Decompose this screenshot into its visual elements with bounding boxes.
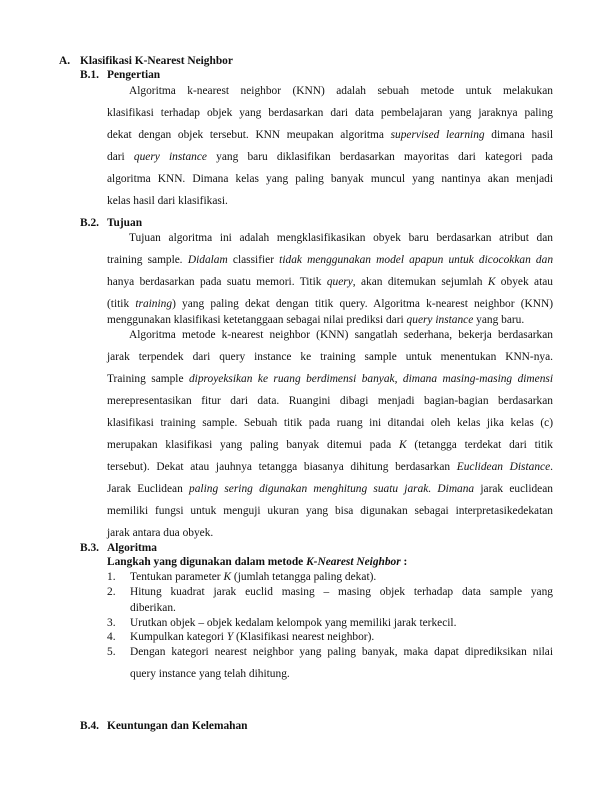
text-line [107,460,553,474]
subheading-text: Langkah yang digunakan dalam metode [107,556,307,568]
text-line [107,275,553,289]
text-run: jarak terpendek dari query instance ke training sample untuk menentukan KNN-nya. [107,351,553,363]
text-run: ) yang paling dekat dengan titik query. Algoritma k-nearest neighbor (KNN) [172,298,553,310]
text-line [107,394,553,408]
b4-title: Keuntungan dan Kelemahan [107,720,248,732]
text-line [129,231,553,245]
italic-term: query instance [406,314,474,326]
step-text [130,601,553,615]
text-run: dekat dengan objek tersebut. KNN meupakan algoritma [107,129,391,141]
italic-term: supervised learning [390,129,485,141]
italic-term: . Didalam [179,254,233,266]
text-run: Algoritma k-nearest neighbor (KNN) adalah sebuah metode untuk melakukan [129,85,553,97]
text-line [107,372,553,386]
italic-term: query instance [133,151,207,163]
text-run: kelas hasil dari klasifikasi. [107,195,228,207]
italic-term: Euclidean Distance [456,461,551,473]
italic-term: Y [226,631,234,643]
text-run: Training sample [107,373,184,385]
text-run: Dengan kategori nearest neighbor yang paling banyak, maka dapat diprediksikan nilai [130,646,553,658]
subheading-colon: : [400,556,408,568]
step-text [130,667,553,681]
text-run: algoritma KNN. Dimana kelas yang paling banyak muncul yang nantinya akan menjadi [107,173,553,185]
step-number: 1. [107,571,116,583]
text-run: merepresentasikan fitur dari data. Ruangini dibagi menjadi bagian-bagian berdasarkan [107,395,553,407]
b1-title: Pengertian [107,69,161,81]
text-run: Jarak Euclidean [107,483,183,495]
step-number: 2. [107,586,116,598]
text-line [107,253,553,267]
text-line [107,504,553,518]
text-run: . [550,461,553,473]
text-run: merupakan klasifikasi yang paling banyak ditemui pada [107,439,399,451]
step-number: 5. [107,646,116,658]
text-run: menggunakan klasifikasi ketetanggaan sebagai nilai prediksi dari [107,314,407,326]
b4-number: B.4. [80,720,99,732]
text-run: klasifikasi terhadap objek yang berdasarkan dari data pembelajaran yang jaraknya paling [107,107,553,119]
section-a-number: A. [59,55,71,67]
text-line [107,128,553,142]
italic-term: K [487,276,496,288]
text-line [107,297,553,311]
text-run: (Klasifikasi nearest neighbor). [233,631,375,643]
text-run: Algoritma metode k-nearest neighbor (KNN) sangatlah sederhana, bekerja berdasarkan [129,329,553,341]
text-line [107,172,553,186]
text-run: Tentukan parameter [130,571,224,583]
text-run: Hitung kuadrat jarak euclid masing – masing objek terhadap data sample yang [130,586,553,598]
text-line [107,150,553,164]
b2-title: Tujuan [107,217,143,229]
italic-term: K [223,571,232,583]
text-run: classifier [232,254,275,266]
text-line [107,313,553,327]
italic-term: paling sering digunakan menghitung suatu jarak. Dimana [182,483,481,495]
italic-term: tidak menggunakan model apapun untuk dicocokkan dan [274,254,554,266]
step-number: 3. [107,617,116,629]
b3-number: B.3. [80,542,99,554]
text-line [107,438,553,452]
text-run: klasifikasi training sample. Sebuah titik pada ruang ini ditandai oleh kelas jika kelas (c) [107,417,553,429]
italic-term: query [326,276,353,288]
italic-term: K [398,439,407,451]
text-run: yang baru. [473,314,525,326]
text-line [107,526,553,540]
text-run: jarak antara dua obyek. [107,527,214,539]
subheading-method: K-Nearest Neighbor [306,556,401,568]
step-number: 4. [107,631,116,643]
text-run: (titik [107,298,136,310]
italic-term: diproyeksikan ke ruang berdimensi banyak, dimana masing-masing dimensi [183,373,553,385]
text-run: (tetangga terdekat dari titik [406,439,553,451]
section-a-title: Klasifikasi K-Nearest Neighbor [80,55,233,67]
text-line [129,328,553,342]
text-run: tersebut). Dekat atau jauhnya tetangga biasanya dihitung berdasarkan [107,461,457,473]
text-run: , akan ditemukan sejumlah [352,276,488,288]
text-line [129,84,553,98]
step-text [130,585,553,599]
text-run: (jumlah tetangga paling dekat). [231,571,377,583]
step-text [130,630,553,644]
step-text [130,570,553,584]
b3-title: Algoritma [107,542,157,554]
step-text [130,645,553,659]
text-run: training sample [107,254,180,266]
text-line [107,416,553,430]
text-run: Kumpulkan kategori [130,631,227,643]
text-run: jarak euclidean [480,483,553,495]
text-run: diberikan. [130,602,176,614]
text-run: Tujuan algoritma ini adalah mengklasifikasikan obyek baru berdasarkan atribut dan [129,232,553,244]
text-line [107,350,553,364]
text-line [107,482,553,496]
b3-subheading [107,555,407,569]
text-run: yang baru diklasifikan berdasarkan mayoritas dari kategori pada [206,151,553,163]
text-run: hanya berdasarkan pada suatu memori. Titik [107,276,327,288]
text-run: obyek atau [495,276,553,288]
text-run: memiliki fungsi untuk menguji ukuran yang bisa digunakan sebagai interpretasikedekatan [107,505,553,517]
text-line [107,194,553,208]
text-run: dari [107,151,134,163]
text-run: dimana hasil [484,129,553,141]
text-line [107,106,553,120]
text-run: query instance yang telah dihitung. [130,668,290,680]
b2-number: B.2. [80,217,99,229]
step-text [130,616,553,630]
italic-term: training [135,298,173,310]
text-run: Urutkan objek – objek kedalam kelompok yang memiliki jarak terkecil. [130,617,457,629]
b1-number: B.1. [80,69,99,81]
